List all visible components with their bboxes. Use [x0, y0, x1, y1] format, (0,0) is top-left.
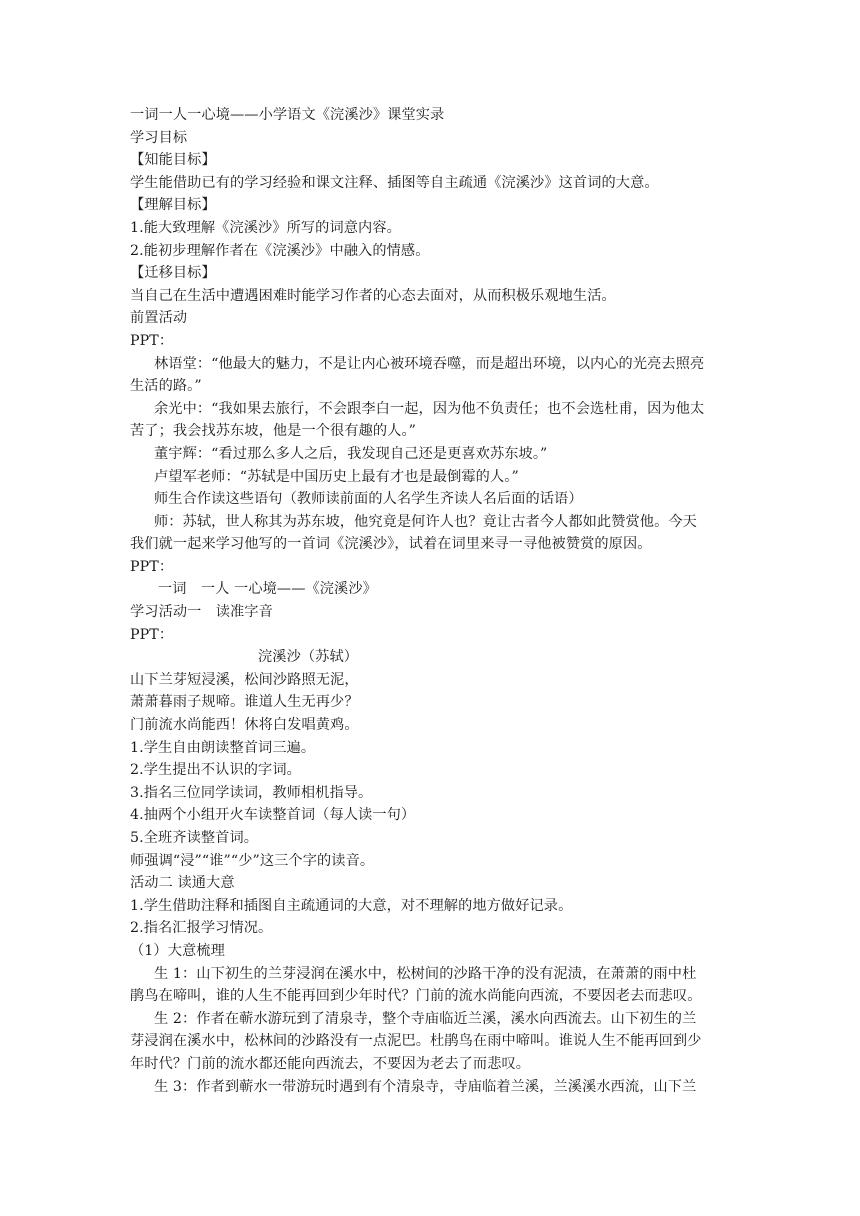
poem-line-3: 门前流水尚能西！休将白发唱黄鸡。 — [130, 717, 359, 734]
document-page — [130, 104, 740, 1098]
heading-knowledge: 【知能目标】 — [130, 152, 216, 169]
step-item-2: 2.学生提出不认识的字词。 — [130, 762, 301, 779]
step-item-5: 5.全班齐读整首词。 — [130, 830, 259, 846]
student-2-line-2: 芽浸润在溪水中，松林间的沙路没有一点泥巴。杜鹃鸟在雨中啼叫。谁说人生不能再回到少 — [130, 1033, 702, 1050]
quote-lin-line-2: 生活的路。” — [130, 378, 202, 395]
student-2-line-3: 年时代？门前的流水都还能向西流去，不要因为老去了而悲叹。 — [130, 1055, 531, 1072]
activity-2-item-1: 1.学生借助注释和插图自主疏通词的大意，对不理解的地方做好记录。 — [130, 897, 573, 914]
heading-activity-2: 活动二 读通大意 — [130, 875, 235, 892]
heading-understand: 【理解目标】 — [130, 197, 216, 214]
poem-line-1: 山下兰芽短浸溪，松间沙路照无泥， — [130, 671, 359, 688]
step-item-4: 4.抽两个小组开火车读整首词（每人读一句） — [130, 807, 416, 824]
subheading-meaning: （1）大意梳理 — [130, 942, 225, 959]
heading-pre-activity: 前置活动 — [130, 310, 188, 327]
quote-dong: 董宇辉：“看过那么多人之后，我发现自己还是更喜欢苏东坡。” — [154, 445, 548, 462]
step-item-1: 1.学生自由朗读整首词三遍。 — [130, 739, 316, 756]
transfer-text: 当自己在生活中遭遇困难时能学习作者的心态去面对，从而积极乐观地生活。 — [130, 287, 616, 304]
understand-item-1: 1.能大致理解《浣溪沙》所写的词意内容。 — [130, 219, 401, 236]
activity-2-item-2: 2.指名汇报学习情况。 — [130, 920, 273, 937]
heading-activity-1: 学习活动一 读准字音 — [130, 604, 273, 621]
student-1-line-1: 生 1：山下初生的兰芽浸润在溪水中，松树间的沙路干净的没有泥渍，在萧萧的雨中杜 — [154, 965, 697, 982]
quote-lin-line-1: 林语堂：“他最大的魅力，不是让内心被环境吞噬，而是超出环境，以内心的光亮去照亮 — [154, 355, 705, 372]
ppt-label: PPT： — [130, 332, 174, 349]
poem-title: 浣溪沙（苏轼） — [258, 649, 359, 666]
poem-line-2: 萧萧暮雨子规啼。谁道人生无再少？ — [130, 694, 359, 711]
quote-yu-line-2: 苦了；我会找苏东坡，他是一个很有趣的人。” — [130, 423, 417, 440]
teacher-intro-line-2: 我们就一起来学习他写的一首词《浣溪沙》，试着在词里来寻一寻他被赞赏的原因。 — [130, 536, 652, 553]
heading-transfer: 【迁移目标】 — [130, 265, 216, 282]
quote-yu-line-1: 余光中：“我如果去旅行，不会跟李白一起，因为他不负责任；也不会选杜甫，因为他太 — [154, 400, 705, 417]
ppt-slide-title: 一词 一人 一心境——《浣溪沙》 — [158, 581, 377, 598]
quote-lu: 卢望军老师：“苏轼是中国历史上最有才也是最倒霉的人。” — [154, 468, 519, 485]
step-item-3: 3.指名三位同学读词，教师相机指导。 — [130, 784, 373, 801]
ppt-label: PPT： — [130, 558, 174, 575]
student-2-line-1: 生 2：作者在蕲水游玩到了清泉寺，整个寺庙临近兰溪，溪水向西流去。山下初生的兰 — [154, 1010, 697, 1027]
knowledge-text: 学生能借助已有的学习经验和课文注释、插图等自主疏通《浣溪沙》这首词的大意。 — [130, 174, 659, 191]
teacher-intro-line-1: 师：苏轼，世人称其为苏东坡，他究竟是何许人也？竟让古者今人都如此赞赏他。今天 — [154, 513, 697, 530]
understand-item-2: 2.能初步理解作者在《浣溪沙》中融入的情感。 — [130, 242, 430, 259]
doc-title: 一词一人一心境——小学语文《浣溪沙》课堂实录 — [130, 107, 445, 123]
student-1-line-2: 鹃鸟在啼叫，谁的人生不能再回到少年时代？门前的流水尚能向西流，不要因老去而悲叹。 — [130, 988, 702, 1005]
heading-goals: 学习目标 — [130, 129, 188, 146]
ppt-label: PPT： — [130, 626, 174, 643]
coop-reading: 师生合作读这些语句（教师读前面的人名学生齐读人名后面的话语） — [154, 491, 583, 508]
student-3-line-1: 生 3：作者到蕲水一带游玩时遇到有个清泉寺，寺庙临着兰溪，兰溪溪水西流，山下兰 — [154, 1078, 697, 1095]
pronunciation-note: 师强调“浸”“谁”“少”这三个字的读音。 — [130, 852, 375, 869]
